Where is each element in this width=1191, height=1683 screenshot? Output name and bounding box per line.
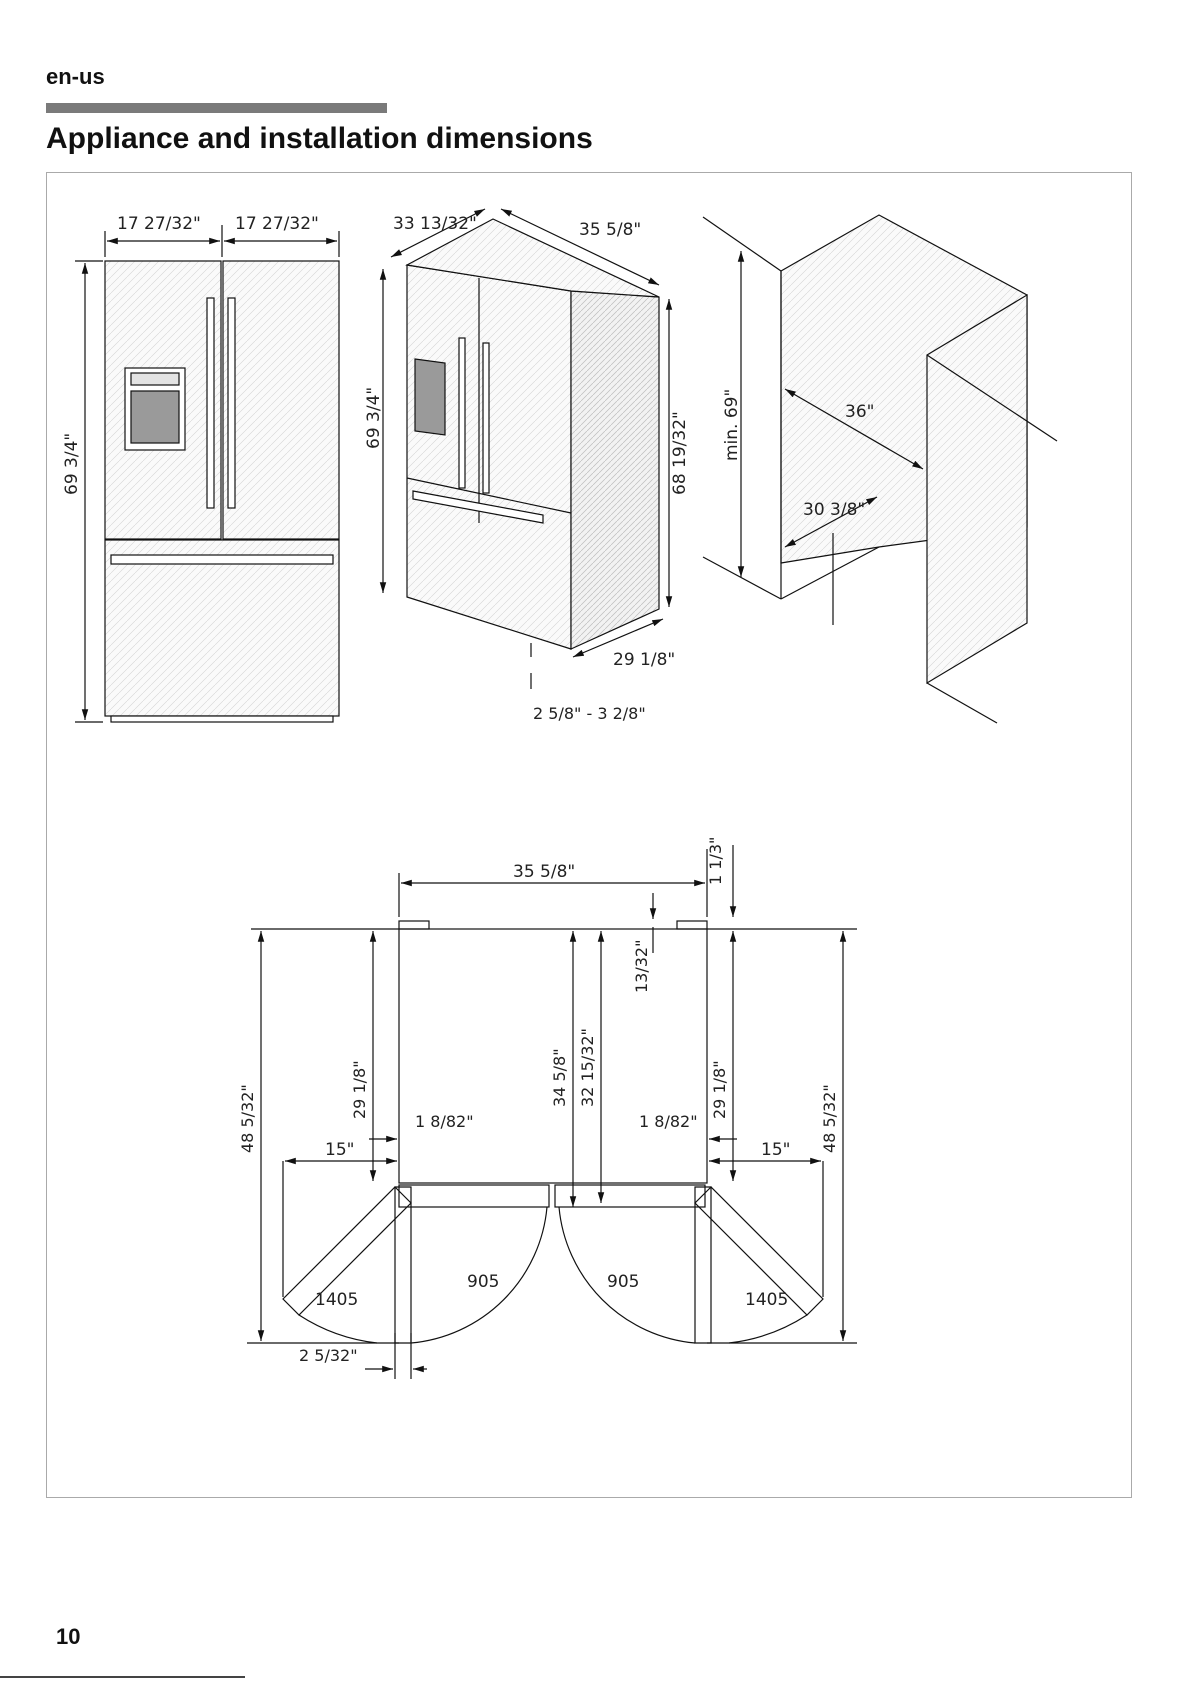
iso-width-top-label: 35 5/8" bbox=[579, 220, 642, 240]
niche-width-label: 36" bbox=[845, 402, 875, 422]
dispenser-display bbox=[131, 373, 179, 385]
iso-gap-label: 2 5/8" - 3 2/8" bbox=[533, 704, 646, 723]
right-outer-depth-label: 48 5/32" bbox=[820, 1084, 839, 1153]
page-title: Appliance and installation dimensions bbox=[46, 122, 593, 155]
right-clearance-label: 1 8/82" bbox=[639, 1112, 698, 1131]
center-right-arc-label: 905 bbox=[607, 1272, 640, 1292]
front-left-width-label: 17 27/32" bbox=[117, 214, 201, 234]
base-plinth bbox=[111, 716, 333, 722]
iso-side-face bbox=[571, 291, 659, 649]
footer-rule bbox=[0, 1676, 245, 1678]
right-door-top bbox=[555, 1185, 705, 1207]
left-clearance-label: 1 8/82" bbox=[415, 1112, 474, 1131]
left-handle bbox=[207, 298, 214, 508]
hinge-offset-label: 13/32" bbox=[632, 939, 651, 993]
iso-depth-bottom-label: 29 1/8" bbox=[613, 650, 676, 670]
iso-right-handle bbox=[483, 343, 489, 493]
language-code: en-us bbox=[46, 64, 105, 89]
left-inner-depth-label: 29 1/8" bbox=[350, 1060, 369, 1119]
dispenser-recess bbox=[131, 391, 179, 443]
freezer-drawer bbox=[105, 540, 339, 716]
front-right-width-label: 17 27/32" bbox=[235, 214, 319, 234]
center-left-arc-label: 905 bbox=[467, 1272, 500, 1292]
right-arc-label: 1405 bbox=[745, 1290, 789, 1310]
iso-depth-top-label: 33 13/32" bbox=[393, 214, 477, 234]
front-height-label: 69 3/4" bbox=[62, 432, 82, 495]
left-door-top bbox=[399, 1185, 549, 1207]
drawer-handle bbox=[111, 555, 333, 564]
top-width-label: 35 5/8" bbox=[513, 862, 576, 882]
isometric-view bbox=[383, 209, 669, 689]
iso-front-height-label: 69 3/4" bbox=[364, 386, 384, 449]
niche-depth-label: 30 3/8" bbox=[803, 500, 866, 520]
right-inner-depth-label: 29 1/8" bbox=[710, 1060, 729, 1119]
dimensions-figure-frame bbox=[46, 172, 1132, 1498]
top-hinge-right bbox=[677, 921, 707, 929]
center-depth-b-label: 32 15/32" bbox=[578, 1028, 597, 1107]
niche-min-height-label: min. 69" bbox=[722, 388, 742, 461]
iso-side-height-label: 68 19/32" bbox=[670, 411, 690, 495]
top-hinge-left bbox=[399, 921, 429, 929]
niche-view bbox=[703, 215, 1057, 723]
left-side-clearance-label: 15" bbox=[325, 1140, 355, 1160]
dimensions-drawing bbox=[47, 173, 1133, 1499]
right-outer-arc bbox=[729, 1315, 807, 1343]
niche-side-wall bbox=[927, 295, 1027, 683]
front-view bbox=[75, 225, 339, 722]
left-outer-arc bbox=[299, 1315, 377, 1343]
left-arc-label: 1405 bbox=[315, 1290, 359, 1310]
right-side-clearance-label: 15" bbox=[761, 1140, 791, 1160]
header-rule bbox=[46, 103, 387, 113]
top-offset-label: 1 1/3" bbox=[706, 836, 725, 885]
center-depth-a-label: 34 5/8" bbox=[550, 1048, 569, 1107]
iso-dispenser bbox=[415, 359, 445, 435]
right-handle bbox=[228, 298, 235, 508]
handle-offset-label: 2 5/32" bbox=[299, 1346, 358, 1365]
iso-left-handle bbox=[459, 338, 465, 488]
right-door bbox=[223, 261, 339, 539]
page-number: 10 bbox=[56, 1624, 81, 1649]
left-outer-depth-label: 48 5/32" bbox=[238, 1084, 257, 1153]
